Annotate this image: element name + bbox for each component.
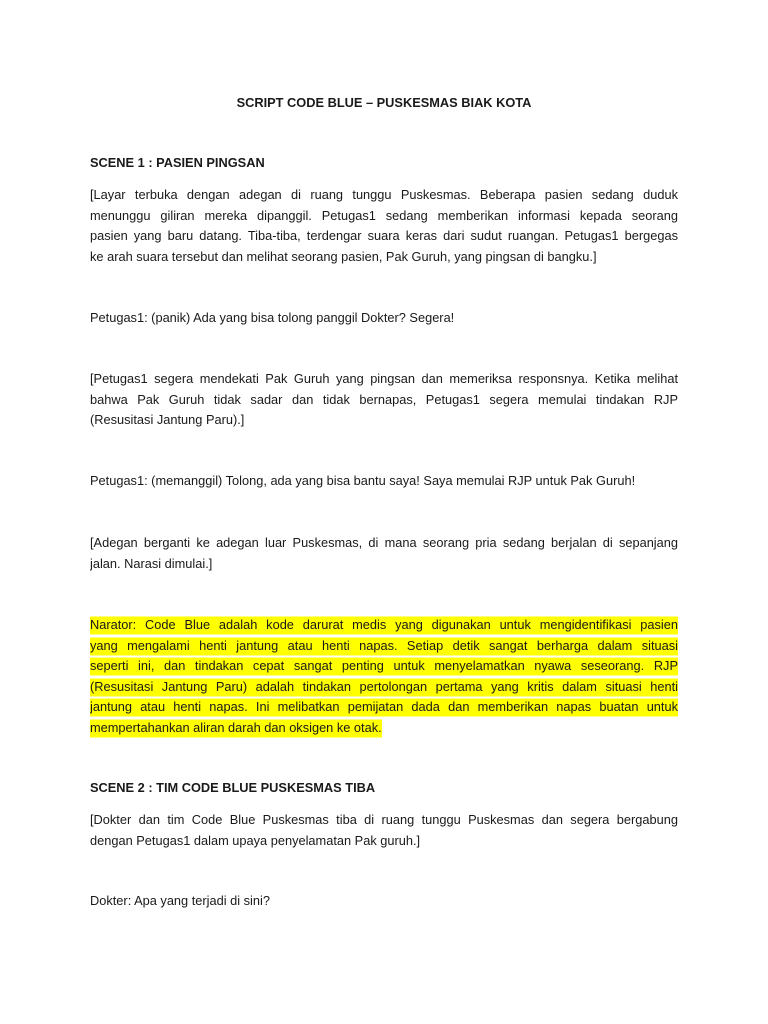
text-line: [Petugas1 segera mendekati Pak Guruh yang pingsan dan memeriksa responsnya. Ketika melihat [90, 371, 678, 386]
text-line: ke arah suara tersebut dan melihat seorang pasien, Pak Guruh, yang pingsan di bangku.] [90, 248, 597, 264]
highlighted-text-line: (Resusitasi Jantung Paru) adalah tindakan pertolongan pertama yang kritis dalam situasi henti [90, 677, 678, 698]
text-line: [Layar terbuka dengan adegan di ruang tunggu Puskesmas. Beberapa pasien sedang duduk [90, 187, 678, 202]
narration-highlighted [90, 615, 678, 738]
stage-direction [90, 810, 678, 851]
text-line: Dokter: Apa yang terjadi di sini? [90, 893, 270, 908]
highlighted-text-line: seperti ini, dan tindakan cepat sangat penting untuk menyelamatkan nyawa seseorang. RJP [90, 656, 678, 677]
document-title-block [90, 93, 678, 114]
stage-direction [90, 369, 678, 431]
text-line: bahwa Pak Guruh tidak sadar dan tidak bernapas, Petugas1 segera memulai tindakan RJP [90, 391, 678, 407]
document-title: SCRIPT CODE BLUE – PUSKESMAS BIAK KOTA [236, 95, 532, 110]
text-line: (Resusitasi Jantung Paru).] [90, 412, 245, 427]
dialogue-line [90, 471, 678, 492]
text-line: [Adegan berganti ke adegan luar Puskesmas, di mana seorang pria sedang berjalan di sepanjang [90, 535, 678, 550]
highlighted-text-line: mempertahankan aliran darah dan oksigen ke otak. [90, 718, 382, 739]
text-line: [Dokter dan tim Code Blue Puskesmas tiba di ruang tunggu Puskesmas dan segera bergabung [90, 812, 678, 827]
text-line: dengan Petugas1 dalam upaya penyelamatan Pak guruh.] [90, 832, 421, 848]
scene-1-heading: SCENE 1 : PASIEN PINGSAN [90, 155, 265, 170]
text-line: Petugas1: (panik) Ada yang bisa tolong panggil Dokter? Segera! [90, 310, 455, 325]
scene-1-heading-block [90, 153, 678, 174]
text-line: pasien yang baru datang. Tiba-tiba, terdengar suara keras dari sudut ruangan. Petugas1 bergegas [90, 228, 678, 243]
stage-direction [90, 533, 678, 574]
stage-direction [90, 185, 678, 267]
dialogue-line [90, 891, 678, 912]
text-line: menunggu giliran mereka dipanggil. Petugas1 sedang memberikan informasi kepada seorang [90, 207, 678, 223]
text-line: Petugas1: (memanggil) Tolong, ada yang bisa bantu saya! Saya memulai RJP untuk Pak Guruh! [90, 473, 636, 488]
scene-2-heading: SCENE 2 : TIM CODE BLUE PUSKESMAS TIBA [90, 780, 376, 795]
dialogue-line [90, 308, 678, 329]
scene-2-heading-block [90, 778, 678, 799]
highlighted-text-line: Narator: Code Blue adalah kode darurat medis yang digunakan untuk mengidentifikasi pasien [90, 615, 678, 636]
highlighted-text-line: yang mengalami henti jantung atau henti napas. Setiap detik sangat berharga dalam situasi [90, 636, 678, 657]
highlighted-text-line: jantung atau henti napas. Ini melibatkan pemijatan dada dan memberikan napas buatan untuk [90, 697, 678, 718]
text-line: jalan. Narasi dimulai.] [90, 555, 213, 571]
